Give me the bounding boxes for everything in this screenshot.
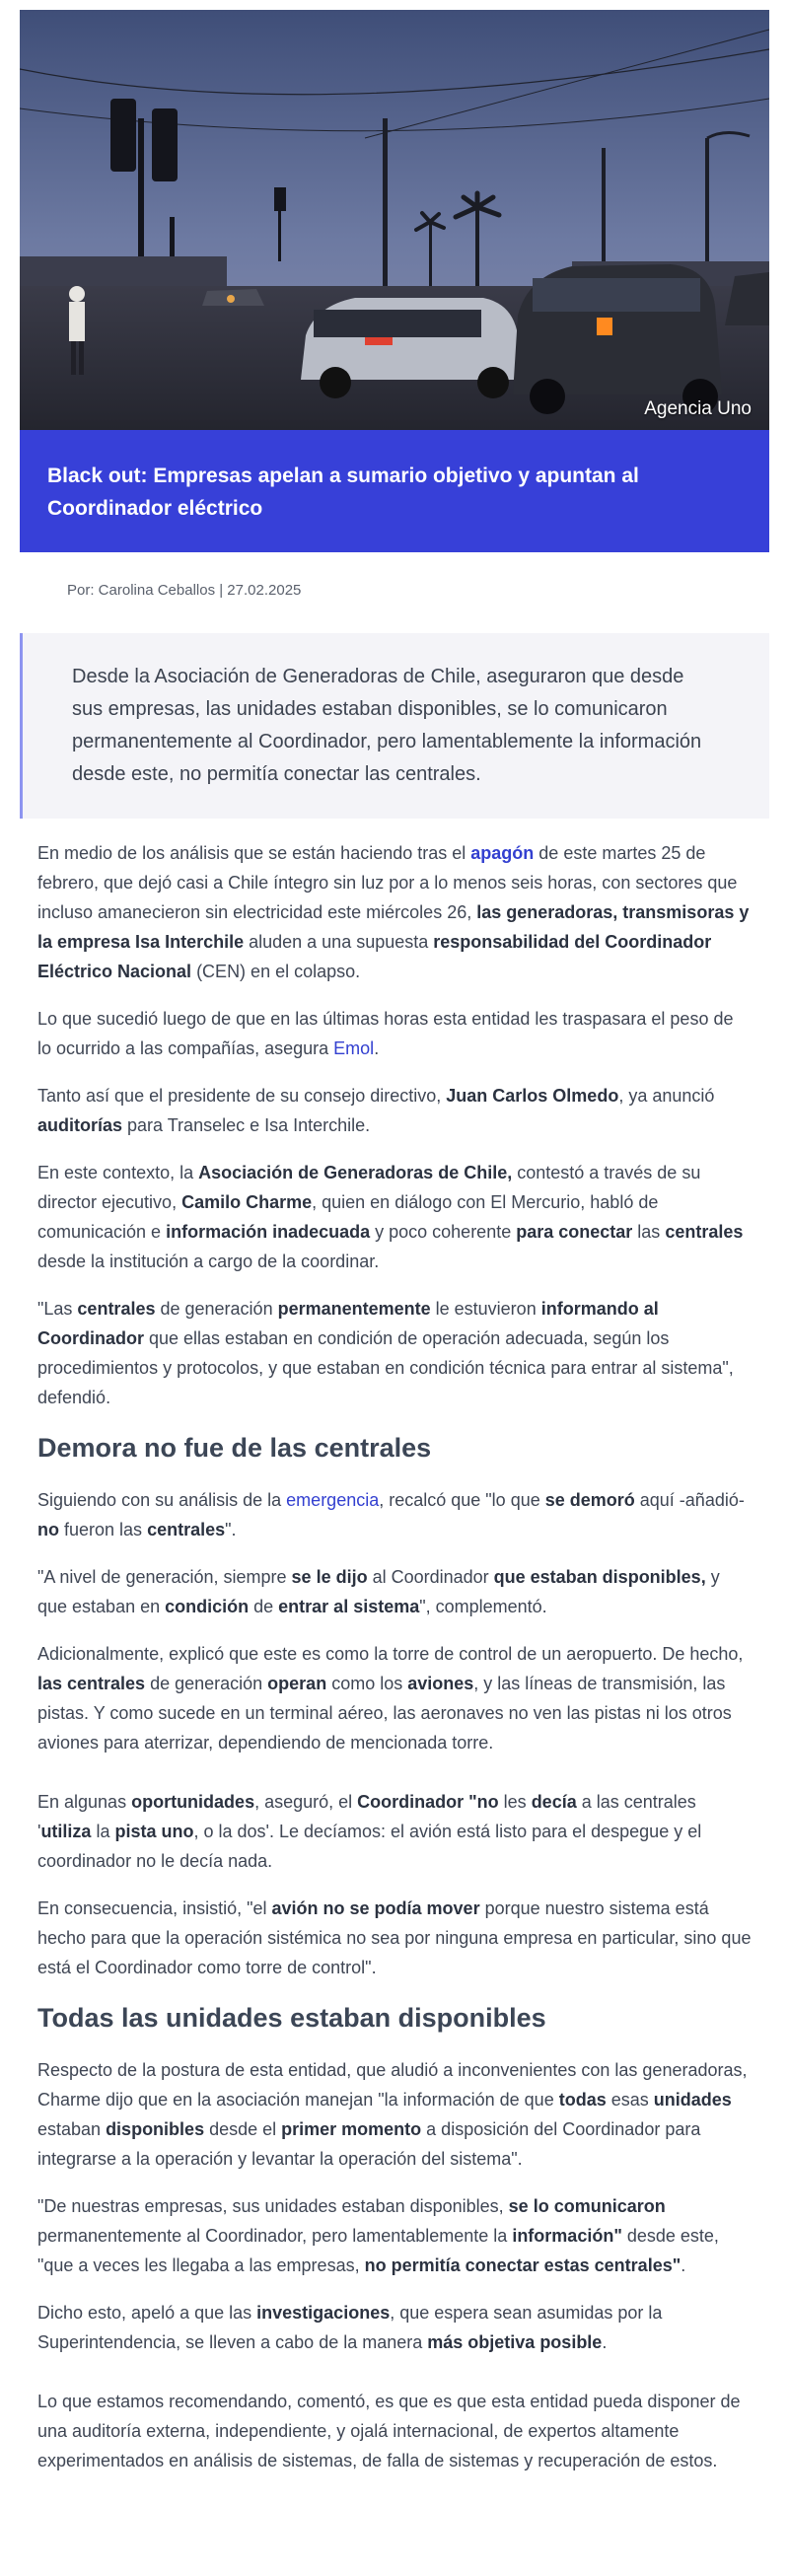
paragraph: En medio de los análisis que se están haciendo tras el apagón de este martes 25 de febrero, que dejó casi a Chile íntegro sin luz por a lo menos seis horas, con sectores que incluso amanecieron sin electricidad este miércoles 26, las generadoras, transmisoras y la empresa Isa Interchile aluden a una supuesta responsabilidad del Coordinador Eléctrico Nacional (CEN) en el colapso. bbox=[37, 843, 750, 981]
section-heading: Todas las unidades estaban disponibles bbox=[37, 2003, 546, 2033]
emol-link[interactable]: Emol bbox=[333, 1038, 375, 1058]
article-body bbox=[37, 838, 752, 2493]
article-headline: Black out: Empresas apelan a sumario objetivo y apuntan al Coordinador eléctrico bbox=[47, 465, 639, 520]
paragraph: En este contexto, la Asociación de Generadoras de Chile, contestó a través de su director ejecutivo, Camilo Charme, quien en diálogo con El Mercurio, habló de comunicación e información inadecuada y poco coherente para conectar las centrales desde la institución a cargo de la coordinar. bbox=[37, 1163, 744, 1271]
paragraph: Respecto de la postura de esta entidad, que aludió a inconvenientes con las generadoras, Charme dijo que en la asociación manejan "la información de que todas esas unidades estaban disponibles desde el primer momento a disposición del Coordinador para integrarse a la operación y levantar la operación del sistema". bbox=[37, 2060, 748, 2169]
paragraph: "De nuestras empresas, sus unidades estaban disponibles, se lo comunicaron permanentemente al Coordinador, pero lamentablemente la información" desde este, "que a veces les llegaba a las empresas, no permitía conectar estas centrales". bbox=[37, 2196, 719, 2275]
lead-text: Desde la Asociación de Generadoras de Chile, aseguraron que desde sus empresas, las unidades estaban disponibles, se lo comunicaron permanentemente al Coordinador, pero lamentablemente la información desde este, no permitía conectar las centrales. bbox=[72, 666, 702, 785]
article-byline: Por: Carolina Ceballos | 27.02.2025 bbox=[67, 582, 302, 599]
paragraph: Siguiendo con su análisis de la emergencia, recalcó que "lo que se demoró aquí -añadió- no fueron las centrales". bbox=[37, 1490, 745, 1539]
photo-credit: Agencia Uno bbox=[644, 398, 752, 419]
emergencia-link[interactable]: emergencia bbox=[286, 1490, 380, 1510]
spacer bbox=[37, 2375, 752, 2387]
paragraph: En consecuencia, insistió, "el avión no se podía mover porque nuestro sistema está hecho para que la operación sistémica no sea por ninguna empresa en particular, sino que está el Coordinador como torre de control". bbox=[37, 1898, 752, 1977]
paragraph: "Las centrales de generación permanentemente le estuvieron informando al Coordinador que ellas estaban en condición de operación adecuada, según los procedimientos y protocolos, y que estaban en condición técnica para entrar al sistema", defendió. bbox=[37, 1299, 734, 1407]
paragraph: Lo que sucedió luego de que en las últimas horas esta entidad les traspasara el peso de lo ocurrido a las compañías, asegura Emol. bbox=[37, 1009, 734, 1058]
paragraph: En algunas oportunidades, aseguró, el Coordinador "no les decía a las centrales 'utiliza la pista uno, o la dos'. Le decíamos: el avión está listo para el despegue y el coordinador no le decía nada. bbox=[37, 1792, 702, 1871]
paragraph: "A nivel de generación, siempre se le dijo al Coordinador que estaban disponibles, y que estaban en condición de entrar al sistema", complementó. bbox=[37, 1567, 720, 1616]
hero-photo bbox=[20, 10, 769, 430]
apagon-link[interactable]: apagón bbox=[470, 843, 535, 863]
section-heading: Demora no fue de las centrales bbox=[37, 1433, 432, 1463]
lead-quote bbox=[20, 633, 769, 819]
street-dusk-photo bbox=[20, 10, 769, 430]
headline-banner bbox=[20, 430, 769, 552]
paragraph: Dicho esto, apeló a que las investigaciones, que espera sean asumidas por la Superintendencia, se lleven a cabo de la manera más objetiva posible. bbox=[37, 2303, 663, 2352]
paragraph: Tanto así que el presidente de su consejo directivo, Juan Carlos Olmedo, ya anunció auditorías para Transelec e Isa Interchile. bbox=[37, 1086, 715, 1135]
spacer bbox=[37, 1775, 752, 1787]
paragraph: Lo que estamos recomendando, comentó, es que es que esta entidad pueda disponer de una auditoría externa, independiente, y ojalá internacional, de expertos altamente experimentados en análisis de sistemas, de falla de sistemas y recuperación de estos. bbox=[37, 2392, 741, 2470]
paragraph: Adicionalmente, explicó que este es como la torre de control de un aeropuerto. De hecho, las centrales de generación operan como los aviones, y las líneas de transmisión, las pistas. Y como sucede en un terminal aéreo, las aeronaves no ven las pistas ni los otros aviones para aterrizar, dependiendo de mencionada torre. bbox=[37, 1644, 744, 1753]
